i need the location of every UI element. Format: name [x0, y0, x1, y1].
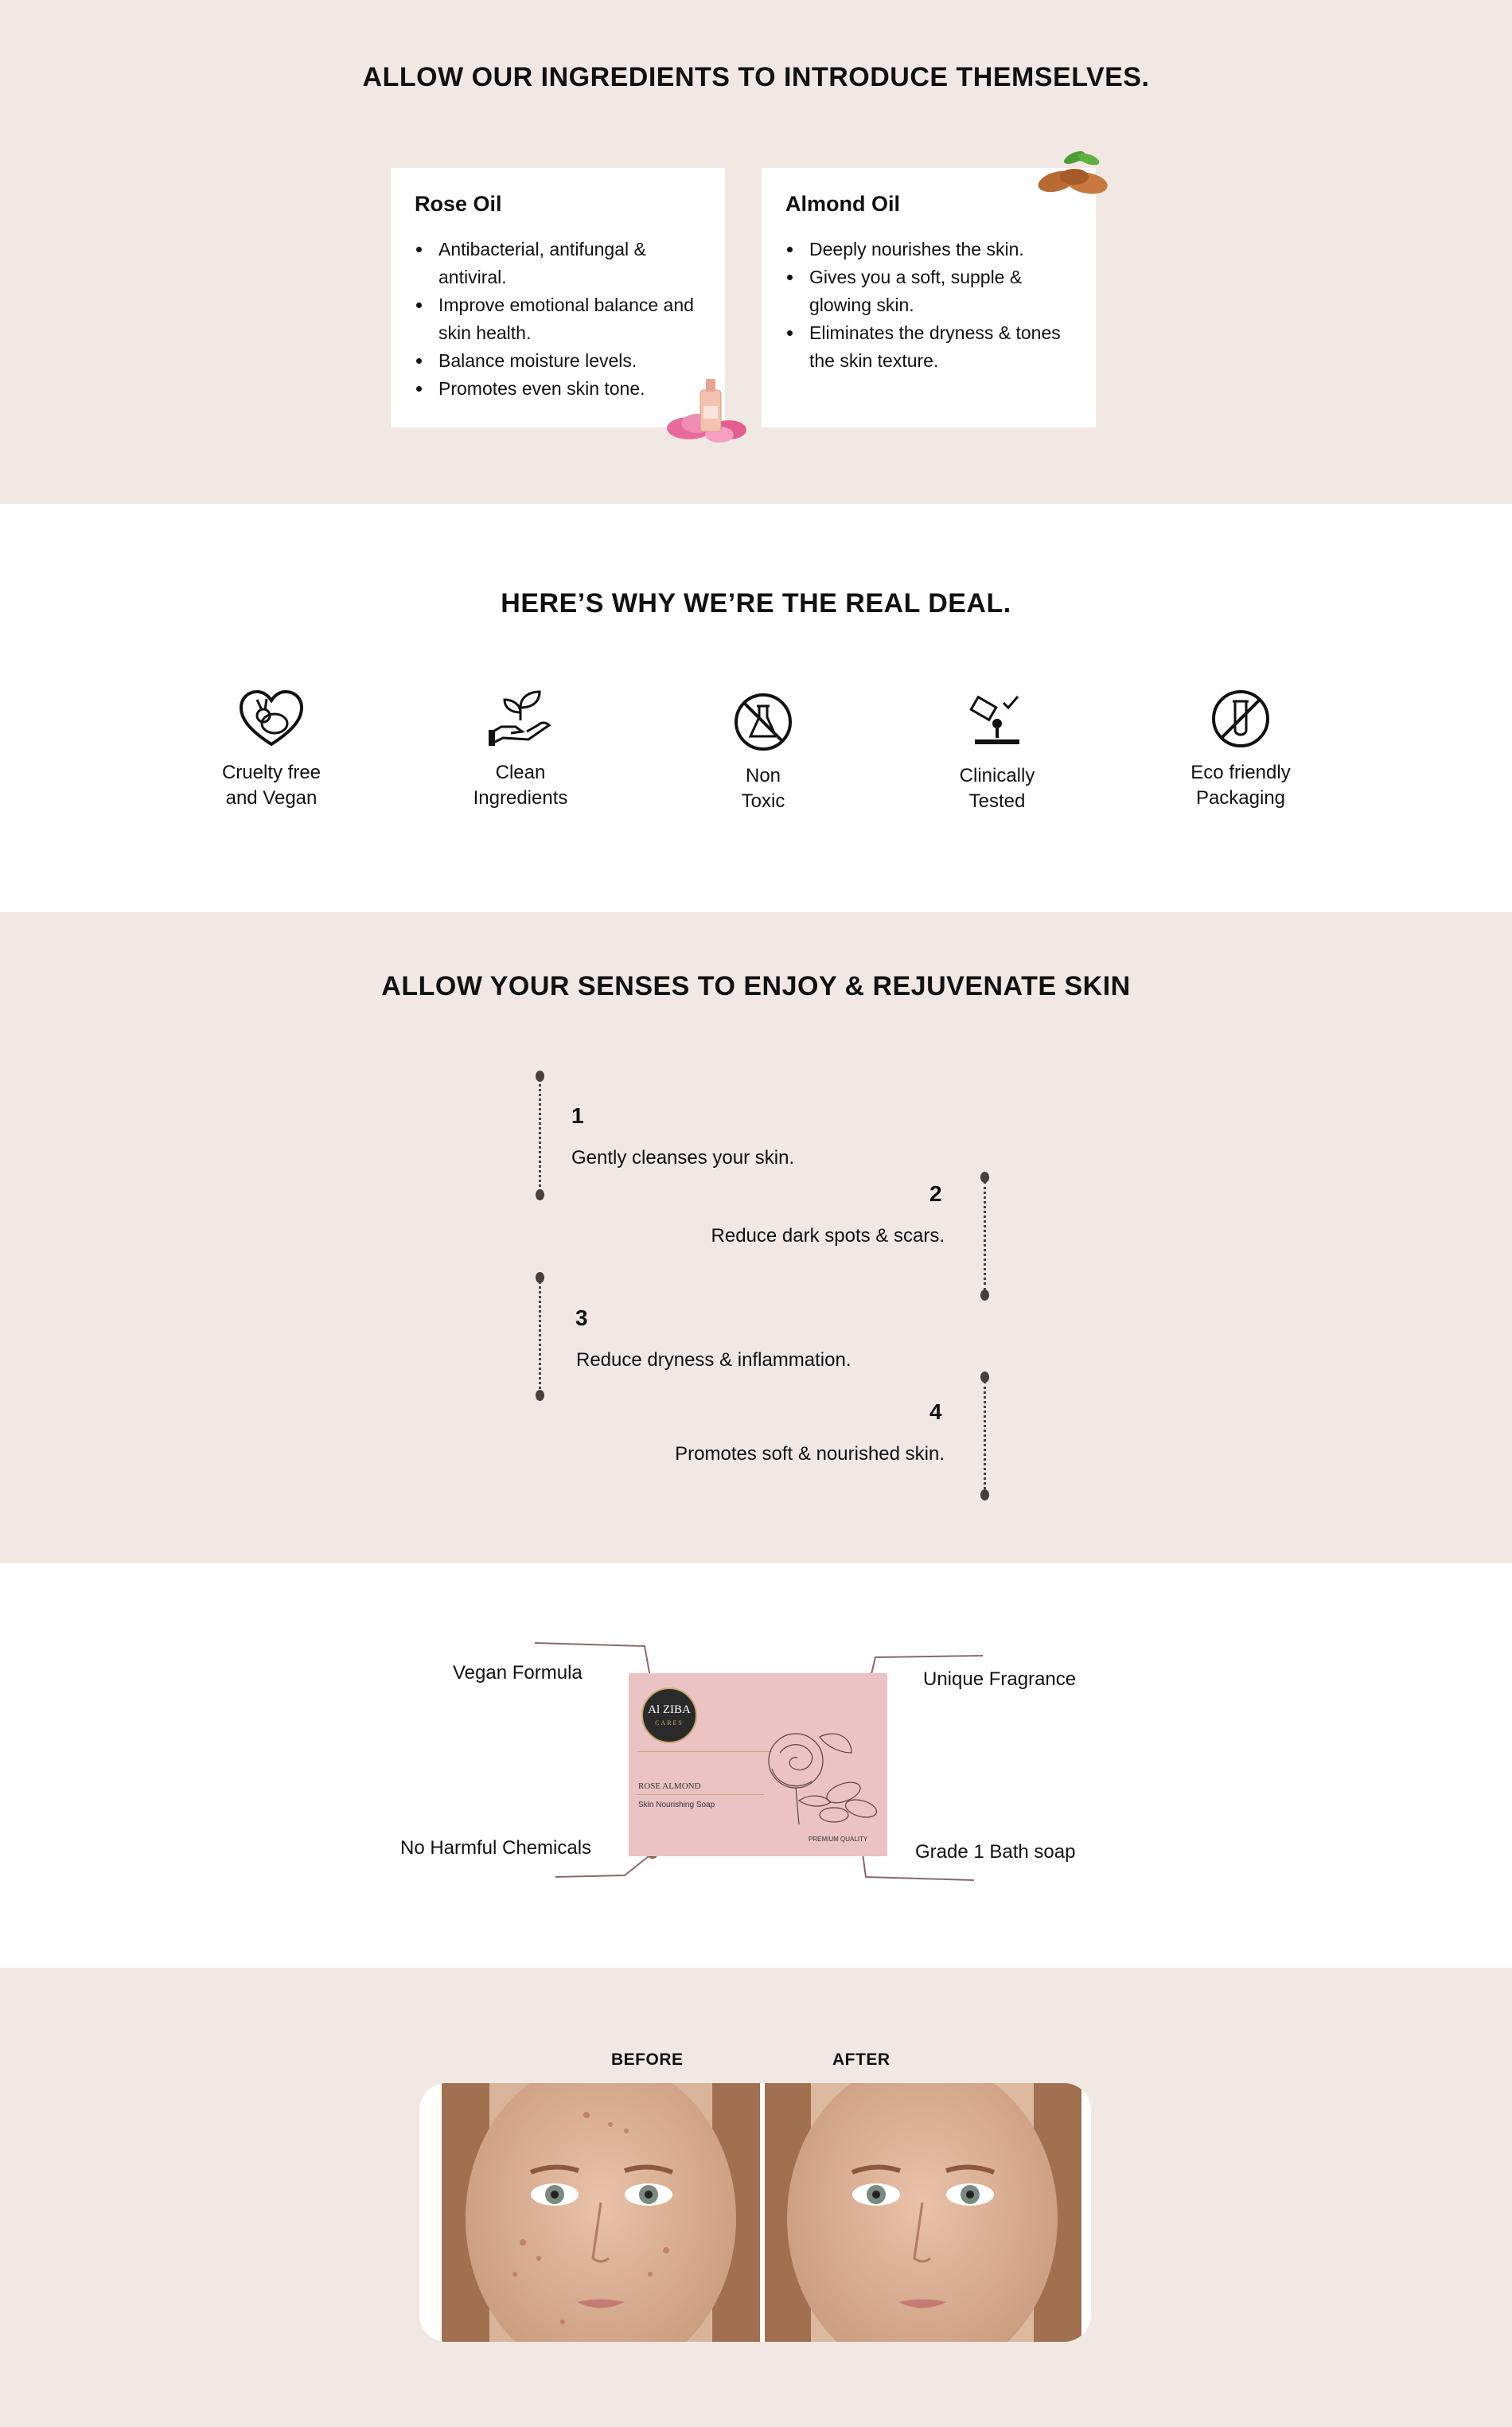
- product-type: Skin Nourishing Soap: [638, 1801, 715, 1809]
- feature-label: Non Toxic: [741, 765, 785, 812]
- microscope-check-icon: [967, 692, 1027, 752]
- no-flask-icon: [733, 692, 793, 752]
- step-text: Promotes soft & nourished skin.: [675, 1443, 945, 1465]
- ingredients-heading: ALLOW OUR INGREDIENTS TO INTRODUCE THEMSELVES.: [362, 62, 1150, 92]
- annotation-grade-1-bath-soap: Grade 1 Bath soap: [915, 1841, 1076, 1863]
- card-title: Almond Oil: [785, 192, 900, 216]
- divider: [637, 1794, 764, 1795]
- variant-name: ROSE ALMOND: [638, 1781, 701, 1791]
- feature-non-toxic: [676, 692, 851, 814]
- quality-mark: PREMIUM QUALITY: [809, 1836, 868, 1843]
- list-item: Promotes even skin tone.: [415, 375, 701, 403]
- step-number: 2: [929, 1181, 942, 1206]
- before-label: BEFORE: [611, 2050, 684, 2069]
- timeline-line: [539, 1282, 541, 1389]
- feature-clean-ingredients: [433, 689, 608, 811]
- step-number: 1: [571, 1103, 584, 1128]
- feature-eco-friendly: [1153, 689, 1328, 811]
- why-section: [0, 504, 1512, 912]
- brand-logo: Al ZIBA CARES: [641, 1688, 697, 1743]
- rose-sketch-icon: [748, 1713, 883, 1832]
- timeline-line: [984, 1381, 986, 1489]
- senses-section: [0, 912, 1512, 1563]
- timeline-dot: [980, 1489, 989, 1500]
- hand-leaf-icon: [487, 689, 554, 749]
- face-comparison-image: [419, 2083, 1091, 2342]
- step-number: 4: [929, 1399, 942, 1424]
- rose-oil-bottle-image: [665, 374, 753, 450]
- feature-label: Cruelty free and Vegan: [221, 762, 321, 809]
- before-after-photo: [419, 2083, 1091, 2342]
- soap-box-image: [629, 1673, 887, 1856]
- annotation-vegan-formula: Vegan Formula: [453, 1662, 583, 1684]
- feature-label: Clean Ingredients: [473, 762, 568, 809]
- card-title: Rose Oil: [415, 192, 502, 216]
- step-text: Reduce dryness & inflammation.: [576, 1349, 851, 1371]
- almond-image: [1033, 146, 1120, 202]
- list-item: Balance moisture levels.: [415, 347, 701, 375]
- benefit-list: [415, 236, 701, 403]
- step-text: Reduce dark spots & scars.: [711, 1225, 945, 1247]
- list-item: Eliminates the dryness & tones the skin texture.: [785, 319, 1072, 375]
- before-after-section: [0, 1968, 1512, 2427]
- why-heading: HERE’S WHY WE’RE THE REAL DEAL.: [501, 588, 1011, 618]
- benefit-list: [785, 236, 1072, 375]
- list-item: Improve emotional balance and skin health.: [415, 291, 701, 347]
- heart-rabbit-icon: [238, 689, 305, 749]
- timeline-dot: [536, 1390, 544, 1401]
- senses-heading: ALLOW YOUR SENSES TO ENJOY & REJUVENATE SKIN: [381, 971, 1131, 1001]
- no-test-tube-icon: [1210, 689, 1271, 749]
- product-section: [0, 1563, 1512, 1968]
- list-item: Deeply nourishes the skin.: [785, 236, 1072, 263]
- annotation-unique-fragrance: Unique Fragrance: [923, 1668, 1077, 1690]
- step-text: Gently cleanses your skin.: [571, 1147, 795, 1169]
- after-label: AFTER: [832, 2050, 890, 2069]
- list-item: Antibacterial, antifungal & antiviral.: [415, 236, 701, 291]
- ingredients-section: [0, 0, 1512, 504]
- almond-oil-card: [762, 168, 1096, 427]
- feature-clinically-tested: [910, 692, 1085, 814]
- feature-label: Clinically Tested: [959, 765, 1035, 812]
- timeline-line: [539, 1079, 541, 1187]
- timeline-dot: [536, 1189, 544, 1200]
- timeline-dot: [980, 1290, 989, 1301]
- feature-cruelty-free: [184, 689, 359, 811]
- step-number: 3: [575, 1305, 588, 1330]
- timeline-line: [984, 1181, 986, 1290]
- list-item: Gives you a soft, supple & glowing skin.: [785, 263, 1072, 319]
- annotation-no-harmful-chemicals: No Harmful Chemicals: [400, 1837, 592, 1859]
- feature-label: Eco friendly Packaging: [1191, 762, 1291, 809]
